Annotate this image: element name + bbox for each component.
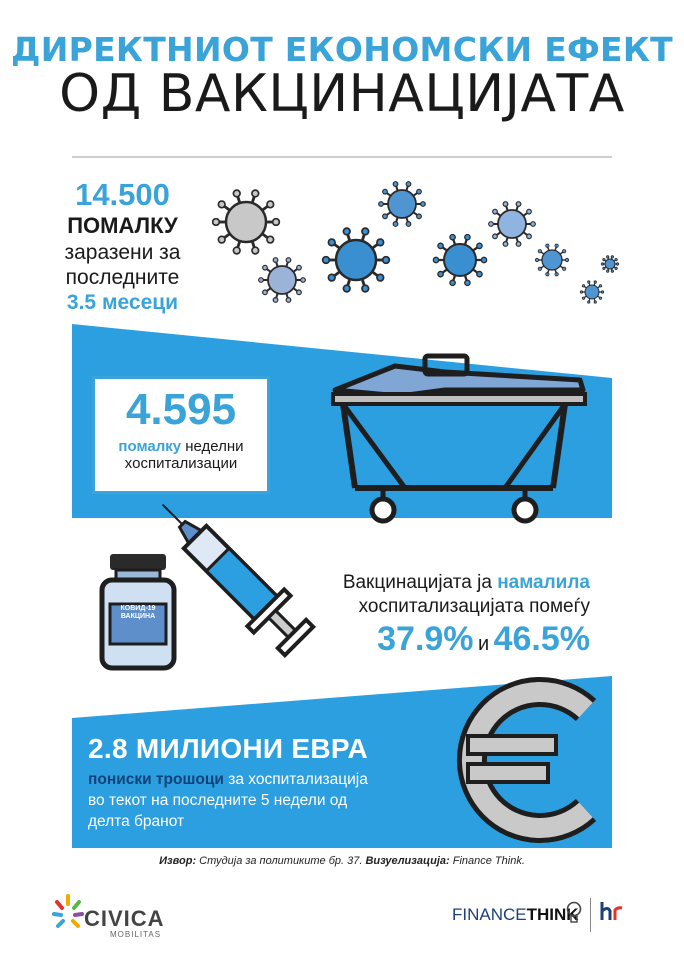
vaccine-line-3 bbox=[300, 620, 590, 659]
hospital-text-block bbox=[92, 385, 270, 472]
header-divider bbox=[72, 156, 612, 158]
vial-label: КОВИД-19 ВАКЦИНА bbox=[120, 605, 156, 620]
partner-logo-icon bbox=[598, 900, 624, 926]
virus-icon bbox=[259, 258, 306, 303]
hospital-line-1 bbox=[92, 438, 270, 455]
finance-logo-b: THINK bbox=[526, 905, 579, 924]
lightbulb-icon bbox=[566, 900, 582, 926]
vaccine-text-block bbox=[300, 572, 590, 659]
cost-text-block bbox=[88, 733, 458, 833]
virus-icon bbox=[601, 256, 618, 273]
cost-highlight: пониски трошоци bbox=[88, 771, 224, 788]
viz-label: Визуелизација: bbox=[365, 855, 450, 867]
civica-logo-sub: MOBILITAS bbox=[110, 930, 162, 939]
infections-number: 14.500 bbox=[75, 177, 170, 212]
title-line-2: ОД ВАКЦИНАЦИЈАТА bbox=[59, 64, 625, 124]
infections-line-2: заразени за bbox=[64, 240, 181, 264]
vaccine-line-1-a: Вакцинацијата ја bbox=[342, 572, 498, 593]
infections-line-1: ПОМАЛКУ bbox=[67, 213, 178, 239]
vaccine-highlight: намалила bbox=[497, 572, 590, 593]
cost-headline: 2.8 МИЛИОНИ ЕВРА bbox=[88, 733, 368, 764]
virus-icon bbox=[379, 182, 426, 227]
virus-icon bbox=[323, 228, 390, 292]
virus-icon bbox=[213, 190, 280, 254]
infections-line-4: 3.5 месеци bbox=[66, 290, 179, 314]
hospital-line-1-rest: неделни bbox=[181, 438, 244, 455]
civica-logo-text: CIVICA bbox=[84, 906, 165, 931]
title-line-1: ДИРЕКТНИОТ ЕКОНОМСКИ ЕФЕКТ bbox=[11, 30, 673, 69]
hospital-highlight: помалку bbox=[118, 438, 182, 455]
vaccine-pct-low: 37.9% bbox=[377, 620, 474, 658]
vaccine-pct-high: 46.5% bbox=[493, 620, 590, 658]
civica-logo-icon bbox=[52, 892, 84, 936]
vaccine-line-2: хоспитализацијата помеѓу bbox=[358, 596, 590, 617]
infections-text-block bbox=[30, 176, 215, 315]
source-label: Извор: bbox=[159, 855, 197, 867]
infections-line-3: последните bbox=[65, 265, 180, 289]
cost-line-2: во текот на последните 5 недели од bbox=[88, 791, 348, 809]
virus-icon bbox=[489, 202, 536, 247]
finance-think-logo bbox=[452, 905, 579, 925]
virus-icon bbox=[535, 244, 568, 276]
hospital-bed-icon bbox=[325, 338, 595, 528]
euro-icon bbox=[454, 676, 604, 844]
logo-divider bbox=[590, 898, 591, 932]
virus-icon bbox=[433, 235, 486, 286]
virus-illustration bbox=[212, 180, 632, 310]
source-credit bbox=[0, 855, 684, 867]
vaccine-illustration bbox=[96, 498, 326, 678]
vaccine-line-1 bbox=[300, 572, 590, 594]
vaccine-and: и bbox=[477, 633, 490, 655]
cost-line-1-rest: за хоспитализација bbox=[223, 771, 368, 788]
finance-logo-a: FINANCE bbox=[452, 905, 527, 924]
virus-icon bbox=[580, 281, 603, 303]
viz-text: Finance Think. bbox=[449, 855, 525, 867]
source-text: Студија за политиките бр. 37. bbox=[196, 855, 366, 867]
cost-line-1 bbox=[88, 770, 458, 791]
hospital-line-2: хоспитализации bbox=[124, 455, 238, 472]
cost-line-3: делта бранот bbox=[88, 812, 185, 830]
hospital-number: 4.595 bbox=[125, 385, 237, 434]
